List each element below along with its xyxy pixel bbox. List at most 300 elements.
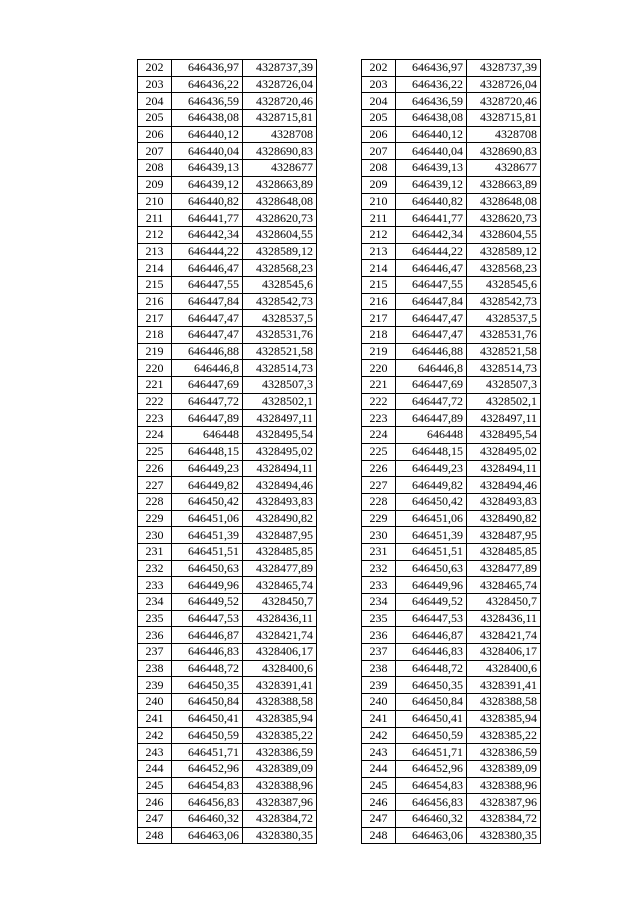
table-row [362, 76, 541, 93]
point-number-cell: 202 [362, 60, 396, 77]
y-coordinate-cell: 4328485,85 [243, 543, 317, 560]
x-coordinate-cell: 646447,69 [172, 377, 243, 394]
x-coordinate-cell: 646449,23 [396, 460, 467, 477]
table-row [138, 610, 317, 627]
x-coordinate-cell: 646446,88 [396, 343, 467, 360]
point-number-cell: 208 [362, 160, 396, 177]
table-row [362, 594, 541, 611]
x-coordinate-cell: 646440,12 [396, 126, 467, 143]
y-coordinate-cell: 4328388,58 [243, 694, 317, 711]
point-number-cell: 234 [362, 594, 396, 611]
x-coordinate-cell: 646436,59 [172, 93, 243, 110]
table-row [138, 560, 317, 577]
table-row [138, 427, 317, 444]
y-coordinate-cell: 4328400,6 [467, 660, 541, 677]
table-row [138, 727, 317, 744]
y-coordinate-cell: 4328387,96 [467, 794, 541, 811]
x-coordinate-cell: 646451,71 [172, 744, 243, 761]
y-coordinate-cell: 4328450,7 [467, 594, 541, 611]
x-coordinate-cell: 646450,59 [172, 727, 243, 744]
point-number-cell: 231 [362, 543, 396, 560]
point-number-cell: 209 [362, 176, 396, 193]
point-number-cell: 218 [362, 327, 396, 344]
table-row [138, 760, 317, 777]
table-row [138, 493, 317, 510]
point-number-cell: 225 [362, 443, 396, 460]
x-coordinate-cell: 646440,12 [172, 126, 243, 143]
point-number-cell: 238 [362, 660, 396, 677]
point-number-cell: 237 [362, 644, 396, 661]
y-coordinate-cell: 4328391,41 [243, 677, 317, 694]
point-number-cell: 218 [138, 327, 172, 344]
y-coordinate-cell: 4328388,96 [243, 777, 317, 794]
point-number-cell: 244 [362, 760, 396, 777]
y-coordinate-cell: 4328690,83 [243, 143, 317, 160]
point-number-cell: 223 [362, 410, 396, 427]
point-number-cell: 214 [362, 260, 396, 277]
x-coordinate-cell: 646448,15 [172, 443, 243, 460]
table-row [138, 644, 317, 661]
x-coordinate-cell: 646439,13 [396, 160, 467, 177]
y-coordinate-cell: 4328494,11 [467, 460, 541, 477]
table-row [362, 327, 541, 344]
x-coordinate-cell: 646447,89 [396, 410, 467, 427]
table-row [138, 543, 317, 560]
table-row [138, 60, 317, 77]
table-row [362, 644, 541, 661]
x-coordinate-cell: 646451,06 [172, 510, 243, 527]
table-row [138, 393, 317, 410]
x-coordinate-cell: 646447,55 [172, 276, 243, 293]
x-coordinate-cell: 646436,59 [396, 93, 467, 110]
table-row [362, 660, 541, 677]
y-coordinate-cell: 4328726,04 [243, 76, 317, 93]
point-number-cell: 245 [362, 777, 396, 794]
x-coordinate-cell: 646456,83 [396, 794, 467, 811]
y-coordinate-cell: 4328465,74 [243, 577, 317, 594]
table-row [362, 694, 541, 711]
x-coordinate-cell: 646440,82 [396, 193, 467, 210]
point-number-cell: 239 [362, 677, 396, 694]
y-coordinate-cell: 4328385,22 [243, 727, 317, 744]
y-coordinate-cell: 4328648,08 [243, 193, 317, 210]
table-row [362, 243, 541, 260]
table-row [362, 794, 541, 811]
table-row [138, 694, 317, 711]
y-coordinate-cell: 4328589,12 [243, 243, 317, 260]
x-coordinate-cell: 646454,83 [172, 777, 243, 794]
table-row [362, 410, 541, 427]
point-number-cell: 219 [362, 343, 396, 360]
table-row [362, 627, 541, 644]
table-row [362, 443, 541, 460]
table-row [138, 794, 317, 811]
x-coordinate-cell: 646446,47 [172, 260, 243, 277]
y-coordinate-cell: 4328389,09 [243, 760, 317, 777]
point-number-cell: 236 [362, 627, 396, 644]
point-number-cell: 232 [138, 560, 172, 577]
y-coordinate-cell: 4328737,39 [467, 60, 541, 77]
y-coordinate-cell: 4328502,1 [467, 393, 541, 410]
x-coordinate-cell: 646439,12 [172, 176, 243, 193]
table-row [362, 810, 541, 827]
table-row [362, 276, 541, 293]
table-row [362, 360, 541, 377]
y-coordinate-cell: 4328715,81 [467, 110, 541, 127]
table-row [362, 827, 541, 844]
point-number-cell: 236 [138, 627, 172, 644]
point-number-cell: 220 [362, 360, 396, 377]
x-coordinate-cell: 646450,63 [396, 560, 467, 577]
y-coordinate-cell: 4328380,35 [243, 827, 317, 844]
point-number-cell: 210 [362, 193, 396, 210]
point-number-cell: 219 [138, 343, 172, 360]
x-coordinate-cell: 646438,08 [172, 110, 243, 127]
point-number-cell: 221 [362, 377, 396, 394]
point-number-cell: 208 [138, 160, 172, 177]
table-row [362, 677, 541, 694]
x-coordinate-cell: 646449,82 [396, 477, 467, 494]
table-row [362, 110, 541, 127]
x-coordinate-cell: 646436,22 [172, 76, 243, 93]
table-row [138, 260, 317, 277]
y-coordinate-cell: 4328495,54 [243, 427, 317, 444]
table-row [138, 377, 317, 394]
y-coordinate-cell: 4328690,83 [467, 143, 541, 160]
y-coordinate-cell: 4328521,58 [243, 343, 317, 360]
y-coordinate-cell: 4328495,02 [243, 443, 317, 460]
x-coordinate-cell: 646441,77 [172, 210, 243, 227]
table-row [138, 293, 317, 310]
table-row [362, 460, 541, 477]
table-row [138, 210, 317, 227]
table-row [138, 193, 317, 210]
table-row [362, 176, 541, 193]
x-coordinate-cell: 646452,96 [172, 760, 243, 777]
y-coordinate-cell: 4328388,58 [467, 694, 541, 711]
table-row [138, 243, 317, 260]
table-row [362, 343, 541, 360]
x-coordinate-cell: 646447,47 [172, 310, 243, 327]
x-coordinate-cell: 646451,51 [172, 543, 243, 560]
x-coordinate-cell: 646460,32 [396, 810, 467, 827]
table-row [362, 427, 541, 444]
point-number-cell: 241 [362, 710, 396, 727]
point-number-cell: 223 [138, 410, 172, 427]
point-number-cell: 248 [138, 827, 172, 844]
table-row [138, 660, 317, 677]
point-number-cell: 246 [138, 794, 172, 811]
point-number-cell: 240 [138, 694, 172, 711]
x-coordinate-cell: 646449,96 [172, 577, 243, 594]
y-coordinate-cell: 4328485,85 [467, 543, 541, 560]
table-row [138, 710, 317, 727]
table-row [138, 594, 317, 611]
table-row [138, 176, 317, 193]
y-coordinate-cell: 4328406,17 [243, 644, 317, 661]
point-number-cell: 222 [138, 393, 172, 410]
table-row [138, 310, 317, 327]
point-number-cell: 209 [138, 176, 172, 193]
coordinate-table-left-body [138, 60, 317, 844]
y-coordinate-cell: 4328589,12 [467, 243, 541, 260]
y-coordinate-cell: 4328436,11 [243, 610, 317, 627]
x-coordinate-cell: 646446,8 [172, 360, 243, 377]
table-row [138, 827, 317, 844]
x-coordinate-cell: 646444,22 [396, 243, 467, 260]
x-coordinate-cell: 646440,04 [396, 143, 467, 160]
x-coordinate-cell: 646463,06 [396, 827, 467, 844]
table-row [362, 760, 541, 777]
table-row [362, 493, 541, 510]
y-coordinate-cell: 4328708 [467, 126, 541, 143]
y-coordinate-cell: 4328531,76 [243, 327, 317, 344]
table-row [362, 143, 541, 160]
y-coordinate-cell: 4328487,95 [243, 527, 317, 544]
x-coordinate-cell: 646440,04 [172, 143, 243, 160]
y-coordinate-cell: 4328648,08 [467, 193, 541, 210]
y-coordinate-cell: 4328487,95 [467, 527, 541, 544]
x-coordinate-cell: 646442,34 [396, 226, 467, 243]
y-coordinate-cell: 4328386,59 [243, 744, 317, 761]
point-number-cell: 205 [362, 110, 396, 127]
point-number-cell: 204 [138, 93, 172, 110]
y-coordinate-cell: 4328720,46 [467, 93, 541, 110]
y-coordinate-cell: 4328502,1 [243, 393, 317, 410]
table-row [362, 60, 541, 77]
y-coordinate-cell: 4328507,3 [467, 377, 541, 394]
point-number-cell: 246 [362, 794, 396, 811]
point-number-cell: 231 [138, 543, 172, 560]
table-row [138, 777, 317, 794]
x-coordinate-cell: 646450,35 [396, 677, 467, 694]
table-row [138, 810, 317, 827]
y-coordinate-cell: 4328391,41 [467, 677, 541, 694]
coordinate-table-left [137, 59, 317, 844]
point-number-cell: 243 [138, 744, 172, 761]
y-coordinate-cell: 4328514,73 [243, 360, 317, 377]
table-row [138, 527, 317, 544]
y-coordinate-cell: 4328568,23 [243, 260, 317, 277]
table-row [138, 76, 317, 93]
point-number-cell: 213 [138, 243, 172, 260]
y-coordinate-cell: 4328494,46 [243, 477, 317, 494]
x-coordinate-cell: 646450,41 [172, 710, 243, 727]
point-number-cell: 216 [138, 293, 172, 310]
y-coordinate-cell: 4328389,09 [467, 760, 541, 777]
table-row [138, 627, 317, 644]
x-coordinate-cell: 646446,8 [396, 360, 467, 377]
x-coordinate-cell: 646450,35 [172, 677, 243, 694]
x-coordinate-cell: 646447,72 [172, 393, 243, 410]
x-coordinate-cell: 646439,13 [172, 160, 243, 177]
y-coordinate-cell: 4328384,72 [243, 810, 317, 827]
x-coordinate-cell: 646447,47 [172, 327, 243, 344]
table-row [138, 276, 317, 293]
y-coordinate-cell: 4328387,96 [243, 794, 317, 811]
table-row [362, 727, 541, 744]
y-coordinate-cell: 4328495,54 [467, 427, 541, 444]
y-coordinate-cell: 4328465,74 [467, 577, 541, 594]
x-coordinate-cell: 646446,87 [396, 627, 467, 644]
table-row [362, 293, 541, 310]
point-number-cell: 226 [138, 460, 172, 477]
point-number-cell: 222 [362, 393, 396, 410]
point-number-cell: 207 [138, 143, 172, 160]
table-row [138, 160, 317, 177]
y-coordinate-cell: 4328545,6 [243, 276, 317, 293]
y-coordinate-cell: 4328494,46 [467, 477, 541, 494]
y-coordinate-cell: 4328385,94 [243, 710, 317, 727]
x-coordinate-cell: 646450,84 [396, 694, 467, 711]
x-coordinate-cell: 646444,22 [172, 243, 243, 260]
table-row [138, 360, 317, 377]
y-coordinate-cell: 4328715,81 [243, 110, 317, 127]
point-number-cell: 239 [138, 677, 172, 694]
y-coordinate-cell: 4328514,73 [467, 360, 541, 377]
table-row [362, 126, 541, 143]
point-number-cell: 217 [138, 310, 172, 327]
table-row [138, 327, 317, 344]
point-number-cell: 229 [138, 510, 172, 527]
y-coordinate-cell: 4328400,6 [243, 660, 317, 677]
point-number-cell: 225 [138, 443, 172, 460]
x-coordinate-cell: 646449,52 [172, 594, 243, 611]
x-coordinate-cell: 646442,34 [172, 226, 243, 243]
point-number-cell: 215 [362, 276, 396, 293]
table-row [138, 410, 317, 427]
y-coordinate-cell: 4328497,11 [243, 410, 317, 427]
table-row [138, 343, 317, 360]
y-coordinate-cell: 4328493,83 [243, 493, 317, 510]
x-coordinate-cell: 646447,53 [396, 610, 467, 627]
point-number-cell: 243 [362, 744, 396, 761]
x-coordinate-cell: 646447,89 [172, 410, 243, 427]
table-row [362, 160, 541, 177]
point-number-cell: 227 [138, 477, 172, 494]
x-coordinate-cell: 646440,82 [172, 193, 243, 210]
x-coordinate-cell: 646451,06 [396, 510, 467, 527]
y-coordinate-cell: 4328677 [243, 160, 317, 177]
y-coordinate-cell: 4328737,39 [243, 60, 317, 77]
y-coordinate-cell: 4328497,11 [467, 410, 541, 427]
x-coordinate-cell: 646436,97 [172, 60, 243, 77]
point-number-cell: 215 [138, 276, 172, 293]
table-row [138, 577, 317, 594]
x-coordinate-cell: 646451,71 [396, 744, 467, 761]
x-coordinate-cell: 646450,42 [172, 493, 243, 510]
point-number-cell: 242 [362, 727, 396, 744]
table-row [138, 226, 317, 243]
x-coordinate-cell: 646447,84 [396, 293, 467, 310]
coordinate-table-right-body [362, 60, 541, 844]
y-coordinate-cell: 4328708 [243, 126, 317, 143]
x-coordinate-cell: 646451,39 [172, 527, 243, 544]
point-number-cell: 214 [138, 260, 172, 277]
point-number-cell: 247 [362, 810, 396, 827]
y-coordinate-cell: 4328620,73 [243, 210, 317, 227]
table-row [138, 443, 317, 460]
y-coordinate-cell: 4328663,89 [467, 176, 541, 193]
x-coordinate-cell: 646456,83 [172, 794, 243, 811]
x-coordinate-cell: 646454,83 [396, 777, 467, 794]
point-number-cell: 206 [138, 126, 172, 143]
x-coordinate-cell: 646450,42 [396, 493, 467, 510]
y-coordinate-cell: 4328545,6 [467, 276, 541, 293]
table-row [362, 710, 541, 727]
point-number-cell: 235 [362, 610, 396, 627]
table-row [362, 610, 541, 627]
y-coordinate-cell: 4328421,74 [243, 627, 317, 644]
x-coordinate-cell: 646448 [396, 427, 467, 444]
x-coordinate-cell: 646450,63 [172, 560, 243, 577]
x-coordinate-cell: 646450,41 [396, 710, 467, 727]
table-row [362, 193, 541, 210]
x-coordinate-cell: 646446,88 [172, 343, 243, 360]
point-number-cell: 241 [138, 710, 172, 727]
y-coordinate-cell: 4328493,83 [467, 493, 541, 510]
y-coordinate-cell: 4328494,11 [243, 460, 317, 477]
table-row [362, 210, 541, 227]
x-coordinate-cell: 646441,77 [396, 210, 467, 227]
x-coordinate-cell: 646447,53 [172, 610, 243, 627]
y-coordinate-cell: 4328490,82 [243, 510, 317, 527]
y-coordinate-cell: 4328477,89 [243, 560, 317, 577]
table-row [362, 477, 541, 494]
x-coordinate-cell: 646439,12 [396, 176, 467, 193]
x-coordinate-cell: 646450,84 [172, 694, 243, 711]
x-coordinate-cell: 646436,22 [396, 76, 467, 93]
table-row [362, 577, 541, 594]
y-coordinate-cell: 4328531,76 [467, 327, 541, 344]
x-coordinate-cell: 646446,83 [396, 644, 467, 661]
point-number-cell: 220 [138, 360, 172, 377]
x-coordinate-cell: 646436,97 [396, 60, 467, 77]
y-coordinate-cell: 4328495,02 [467, 443, 541, 460]
y-coordinate-cell: 4328385,22 [467, 727, 541, 744]
x-coordinate-cell: 646446,83 [172, 644, 243, 661]
table-row [362, 510, 541, 527]
table-row [138, 677, 317, 694]
y-coordinate-cell: 4328388,96 [467, 777, 541, 794]
point-number-cell: 226 [362, 460, 396, 477]
point-number-cell: 224 [362, 427, 396, 444]
point-number-cell: 221 [138, 377, 172, 394]
y-coordinate-cell: 4328490,82 [467, 510, 541, 527]
x-coordinate-cell: 646447,69 [396, 377, 467, 394]
x-coordinate-cell: 646448,72 [396, 660, 467, 677]
y-coordinate-cell: 4328436,11 [467, 610, 541, 627]
point-number-cell: 238 [138, 660, 172, 677]
x-coordinate-cell: 646448,15 [396, 443, 467, 460]
x-coordinate-cell: 646450,59 [396, 727, 467, 744]
point-number-cell: 247 [138, 810, 172, 827]
point-number-cell: 203 [362, 76, 396, 93]
table-row [138, 510, 317, 527]
point-number-cell: 233 [362, 577, 396, 594]
point-number-cell: 245 [138, 777, 172, 794]
point-number-cell: 240 [362, 694, 396, 711]
point-number-cell: 228 [362, 493, 396, 510]
y-coordinate-cell: 4328477,89 [467, 560, 541, 577]
x-coordinate-cell: 646451,39 [396, 527, 467, 544]
x-coordinate-cell: 646447,47 [396, 310, 467, 327]
table-row [138, 477, 317, 494]
point-number-cell: 229 [362, 510, 396, 527]
table-row [138, 744, 317, 761]
y-coordinate-cell: 4328537,5 [467, 310, 541, 327]
x-coordinate-cell: 646460,32 [172, 810, 243, 827]
